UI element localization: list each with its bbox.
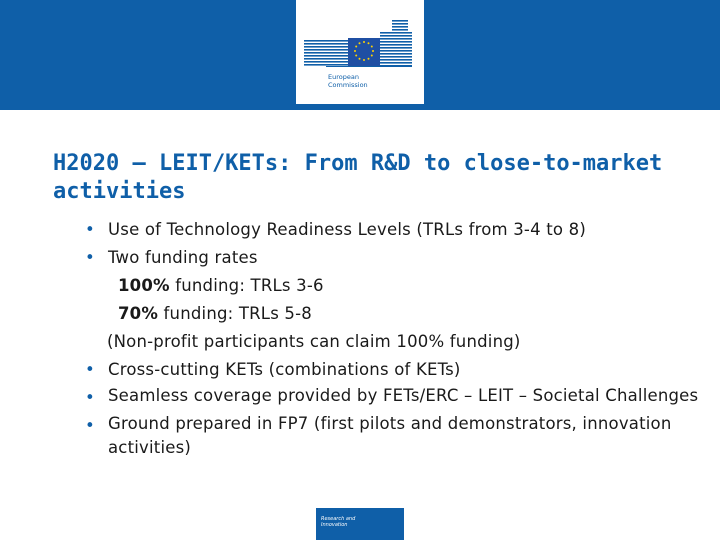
bullet-icon: • — [85, 388, 95, 407]
bullet-item-seamless-coverage — [85, 384, 705, 408]
bullet-icon: • — [85, 248, 95, 267]
bullet-item-trl — [85, 216, 705, 244]
research-innovation-badge — [316, 508, 404, 540]
bullet-icon: • — [85, 220, 95, 239]
funding-rate-100 — [85, 272, 705, 300]
badge-line-1: Research and — [321, 516, 356, 522]
logo-wordmark — [328, 73, 368, 89]
logo-line-1: European — [328, 73, 359, 81]
bullet-text: Ground prepared in FP7 (first pilots and demonstrators, innovation activities) — [108, 414, 672, 457]
bullet-item-fp7 — [85, 412, 705, 460]
european-commission-logo[interactable] — [296, 0, 424, 104]
bullet-text: Seamless coverage provided by FETs/ERC – LEIT – Societal Challenges — [108, 386, 699, 405]
bullet-item-cross-cutting — [85, 356, 705, 384]
funding-rate-value: 70% — [118, 304, 159, 323]
bullet-text: Two funding rates — [108, 248, 258, 267]
non-profit-note: (Non-profit participants can claim 100% funding) — [107, 332, 521, 351]
bullet-icon: • — [85, 416, 95, 435]
funding-rate-70 — [85, 300, 705, 328]
slide-title: H2020 – LEIT/KETs: From R&D to close-to-market activities — [53, 151, 663, 204]
bullet-icon: • — [85, 360, 95, 379]
logo-line-2: Commission — [328, 81, 368, 89]
badge-line-2: Innovation — [321, 522, 348, 528]
funding-rate-value: 100% — [118, 276, 170, 295]
funding-rate-text: funding: TRLs 5-8 — [158, 304, 312, 323]
bullet-item-funding-rates — [85, 244, 705, 272]
bullet-text: Use of Technology Readiness Levels (TRLs from 3-4 to 8) — [108, 220, 586, 239]
bullet-text: Cross-cutting KETs (combinations of KETs) — [108, 360, 461, 379]
header-band — [0, 0, 720, 110]
funding-rate-text: funding: TRLs 3-6 — [169, 276, 324, 295]
badge-text — [321, 516, 355, 528]
slide-body — [85, 216, 705, 460]
